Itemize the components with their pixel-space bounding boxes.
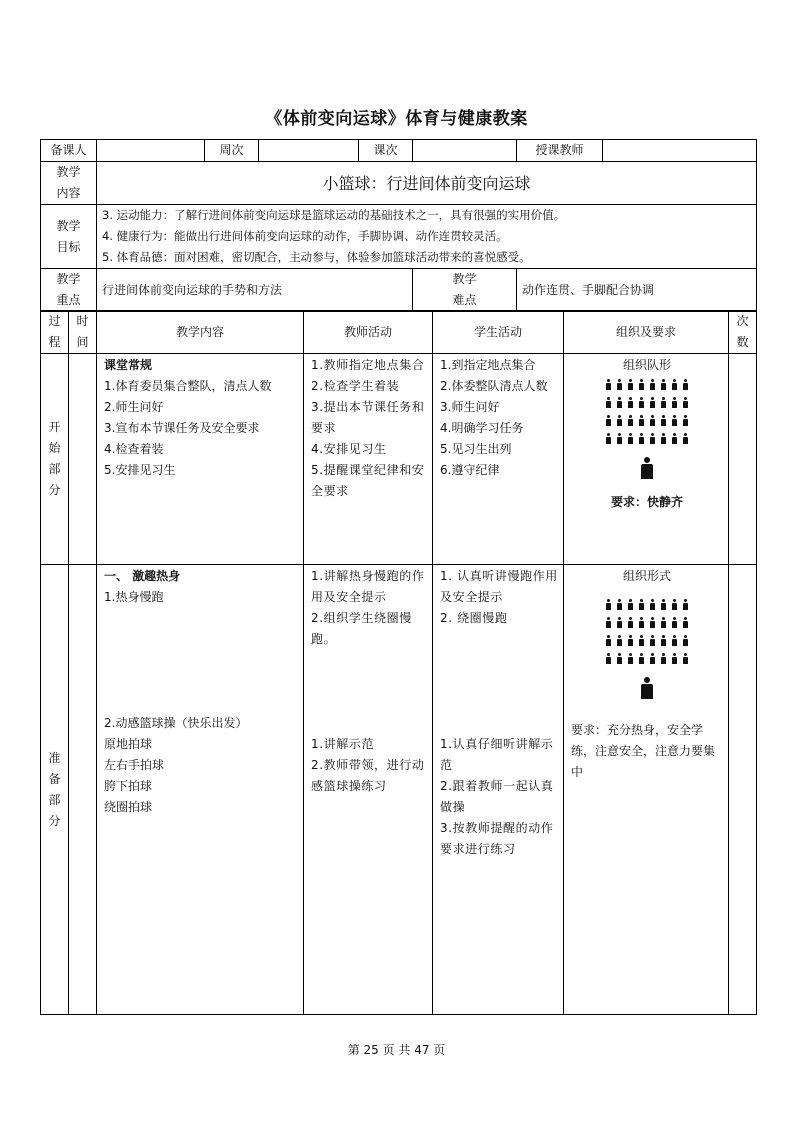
col-time-text: 时 间	[76, 314, 89, 349]
start-organization	[564, 354, 729, 565]
list-item: 3.宣布本节课任务及安全要求	[104, 421, 260, 435]
student-icon	[683, 599, 688, 610]
student-icon	[683, 433, 688, 444]
start-student-activity	[433, 354, 564, 565]
org-requirement: 要求：快静齐	[610, 495, 683, 509]
list-item: 4.明确学习任务	[440, 421, 524, 435]
list-item: 1.教师指定地点集合	[311, 358, 425, 372]
col-student-activity: 学生活动	[433, 311, 564, 354]
student-row	[571, 599, 723, 610]
start-content-title: 课堂常规	[104, 358, 153, 372]
student-icon	[650, 433, 655, 444]
prep-student-activity	[433, 565, 564, 1015]
list-item: 2.组织学生绕圈慢跑。	[311, 611, 412, 646]
list-item: 左右手拍球	[104, 758, 165, 772]
student-icon	[650, 379, 655, 390]
formation-diagram	[571, 379, 723, 486]
student-icon	[650, 415, 655, 426]
goals-list	[97, 205, 757, 269]
student-row	[571, 635, 723, 646]
content-label	[41, 162, 97, 205]
student-icon	[639, 379, 644, 390]
student-icon	[639, 617, 644, 628]
start-section-row	[41, 354, 757, 565]
list-item: 2.教师带领，进行动感篮球操练习	[311, 758, 425, 793]
student-row	[571, 653, 723, 664]
student-icon	[617, 653, 622, 664]
student-icon	[639, 635, 644, 646]
col-count	[729, 311, 757, 354]
page-footer: 第 25 页 共 47 页	[347, 1043, 446, 1057]
student-icon	[606, 635, 611, 646]
col-count-text: 次 数	[736, 314, 749, 349]
list-item: 3.提出本节课任务和要求	[311, 400, 425, 435]
col-process-text: 过 程	[48, 314, 61, 349]
col-content: 教学内容	[97, 311, 304, 354]
difficulty-label	[413, 269, 517, 312]
week-field[interactable]	[259, 140, 359, 162]
student-icon	[606, 653, 611, 664]
list-item: 2.师生问好	[104, 400, 164, 414]
student-icon	[683, 653, 688, 664]
list-item: 1.认真仔细听讲解示范	[440, 737, 554, 772]
student-icon	[628, 653, 633, 664]
student-icon	[672, 397, 677, 408]
list-item: 2.体委整队清点人数	[440, 379, 548, 393]
student-icon	[672, 635, 677, 646]
content-label-text: 教学 内容	[56, 165, 81, 200]
student-icon	[628, 599, 633, 610]
lesson-number-field[interactable]	[413, 140, 517, 162]
prep-organization	[564, 565, 729, 1015]
prep-section-row	[41, 565, 757, 1015]
list-item: 绕圈拍球	[104, 800, 153, 814]
list-item: 5.见习生出列	[440, 442, 512, 456]
student-icon	[639, 653, 644, 664]
start-teacher-activity	[304, 354, 433, 565]
student-icon	[672, 617, 677, 628]
key-point-label	[41, 269, 97, 312]
prep-section-name	[41, 565, 69, 1015]
start-count[interactable]	[729, 354, 757, 565]
student-icon	[628, 635, 633, 646]
student-row	[571, 433, 723, 444]
student-icon	[639, 397, 644, 408]
list-item: 3.师生问好	[440, 400, 500, 414]
org-title: 组织队形	[622, 358, 671, 372]
student-icon	[606, 415, 611, 426]
lesson-header-table	[40, 139, 757, 312]
list-item: 1.到指定地点集合	[440, 358, 536, 372]
col-teacher-activity: 教师活动	[304, 311, 433, 354]
student-icon	[683, 635, 688, 646]
org-requirement: 要求：充分热身，安全学练，注意安全，注意力要集中	[571, 723, 716, 779]
goals-label-text: 教学 目标	[56, 218, 81, 254]
student-icon	[617, 635, 622, 646]
list-item: 4.安排见习生	[311, 442, 387, 456]
student-icon	[628, 617, 633, 628]
page-title: 《体前变向运球》体育与健康教案	[265, 109, 528, 129]
list-item: 3.按教师提醒的动作要求进行练习	[440, 821, 554, 856]
prep-count[interactable]	[729, 565, 757, 1015]
student-icon	[661, 653, 666, 664]
student-icon	[617, 415, 622, 426]
student-icon	[650, 599, 655, 610]
list-item: 2.检查学生着装	[311, 379, 400, 393]
student-icon	[606, 379, 611, 390]
goal-item: 5. 体育品德：面对困难，密切配合，主动参与，体验参加篮球活动带来的喜悦感受。	[102, 250, 531, 264]
student-icon	[661, 379, 666, 390]
prep-content	[97, 565, 304, 1015]
prep-section-name-text: 准 备 部 分	[48, 750, 61, 828]
student-icon	[661, 397, 666, 408]
teacher-icon	[641, 457, 653, 479]
student-icon	[650, 635, 655, 646]
list-item: 6.遵守纪律	[440, 463, 500, 477]
student-icon	[606, 397, 611, 408]
list-item: 胯下拍球	[104, 779, 153, 793]
list-item: 2. 绕圈慢跑	[440, 611, 508, 625]
list-item: 原地拍球	[104, 737, 153, 751]
start-content	[97, 354, 304, 565]
student-icon	[661, 433, 666, 444]
student-icon	[672, 379, 677, 390]
student-icon	[628, 397, 633, 408]
key-point-label-text: 教学 重点	[56, 272, 81, 307]
student-icon	[650, 653, 655, 664]
student-icon	[683, 617, 688, 628]
student-icon	[617, 397, 622, 408]
student-icon	[661, 415, 666, 426]
student-row	[571, 617, 723, 628]
list-item: 1.热身慢跑	[104, 590, 164, 604]
key-point-value: 行进间体前变向运球的手势和方法	[97, 269, 413, 312]
student-icon	[639, 599, 644, 610]
student-icon	[683, 415, 688, 426]
student-icon	[628, 433, 633, 444]
col-time	[69, 311, 97, 354]
student-icon	[639, 433, 644, 444]
student-icon	[628, 415, 633, 426]
lesson-process-table	[40, 310, 757, 1015]
student-icon	[672, 433, 677, 444]
list-item: 2.跟着教师一起认真做操	[440, 779, 554, 814]
student-icon	[650, 617, 655, 628]
student-icon	[606, 617, 611, 628]
student-icon	[617, 379, 622, 390]
start-section-name-text: 开 始 部 分	[48, 420, 61, 497]
student-icon	[683, 379, 688, 390]
goals-label	[41, 205, 97, 269]
student-icon	[617, 433, 622, 444]
difficulty-label-text: 教学 难点	[452, 272, 477, 307]
week-label: 周次	[205, 140, 259, 162]
difficulty-value: 动作连贯、手脚配合协调	[517, 269, 757, 312]
col-process	[41, 311, 69, 354]
start-time[interactable]	[69, 354, 97, 565]
list-item: 1. 认真听讲慢跑作用及安全提示	[440, 569, 558, 604]
student-icon	[606, 599, 611, 610]
preparer-label: 备课人	[41, 140, 97, 162]
student-icon	[683, 397, 688, 408]
student-icon	[650, 397, 655, 408]
teacher-field[interactable]	[603, 140, 757, 162]
list-item: 1.讲解热身慢跑的作用及安全提示	[311, 569, 425, 604]
student-row	[571, 415, 723, 426]
lesson-number-label: 课次	[359, 140, 413, 162]
formation-diagram	[571, 599, 723, 706]
student-icon	[672, 415, 677, 426]
student-icon	[661, 599, 666, 610]
goal-item: 3. 运动能力：了解行进间体前变向运球是篮球运动的基础技术之一，具有很强的实用价值。	[102, 208, 566, 222]
student-icon	[628, 379, 633, 390]
org-title: 组织形式	[622, 569, 671, 583]
teacher-label: 授课教师	[517, 140, 603, 162]
student-icon	[672, 653, 677, 664]
student-icon	[617, 617, 622, 628]
goal-item: 4. 健康行为：能做出行进间体前变向运球的动作，手脚协调、动作连贯较灵活。	[102, 229, 508, 243]
list-item: 5.安排见习生	[104, 463, 176, 477]
list-item: 1.讲解示范	[311, 737, 375, 751]
student-icon	[661, 635, 666, 646]
list-item: 5.提醒课堂纪律和安全要求	[311, 463, 425, 498]
student-icon	[672, 599, 677, 610]
student-row	[571, 397, 723, 408]
list-item: 4.检查着装	[104, 442, 164, 456]
lesson-subject: 小篮球：行进间体前变向运球	[97, 162, 757, 205]
list-item: 1.体育委员集合整队，清点人数	[104, 379, 272, 393]
student-icon	[606, 433, 611, 444]
start-section-name	[41, 354, 69, 565]
student-icon	[639, 415, 644, 426]
prep-part1-title: 一、 激趣热身	[104, 569, 181, 583]
prep-time[interactable]	[69, 565, 97, 1015]
preparer-field[interactable]	[97, 140, 205, 162]
student-icon	[661, 617, 666, 628]
prep-teacher-activity	[304, 565, 433, 1015]
teacher-icon	[641, 677, 653, 699]
student-row	[571, 379, 723, 390]
col-organization: 组织及要求	[564, 311, 729, 354]
student-icon	[617, 599, 622, 610]
list-item: 2.动感篮球操（快乐出发）	[104, 716, 248, 730]
